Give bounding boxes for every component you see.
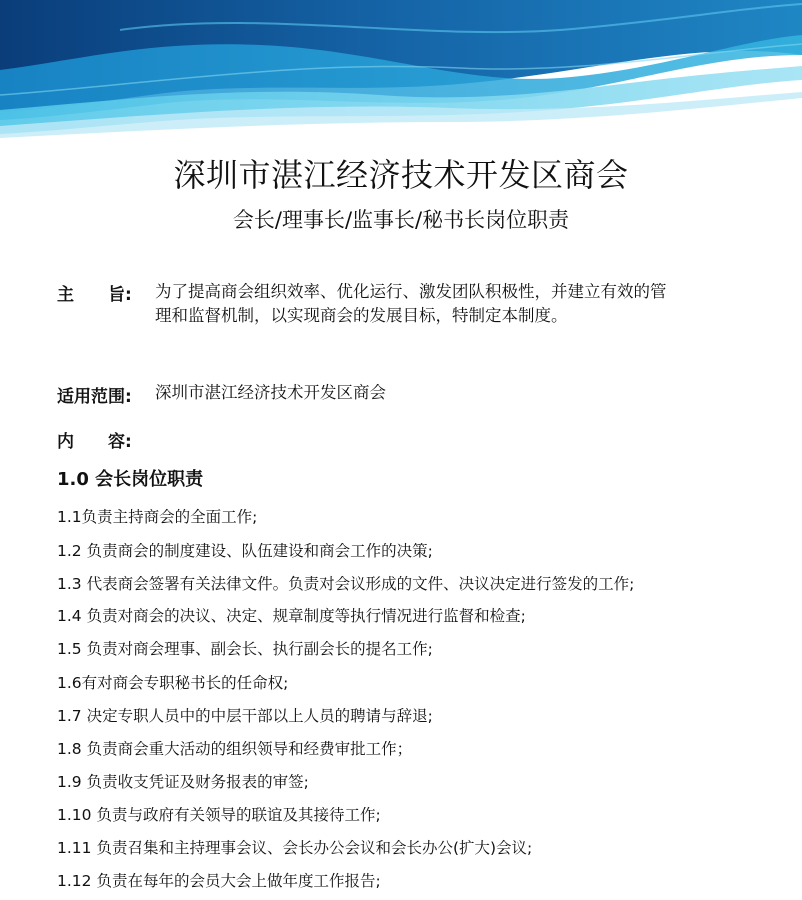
duty-item: 1.1负责主持商会的全面工作; [57, 508, 258, 526]
duty-item: 1.5 负责对商会理事、副会长、执行副会长的提名工作; [57, 640, 433, 658]
content-label: 内 容: [57, 432, 132, 452]
purpose-label: 主 旨: [57, 285, 132, 305]
document-subtitle: 会长/理事长/监事长/秘书长岗位职责 [232, 208, 570, 232]
duty-item: 1.7 决定专职人员中的中层干部以上人员的聘请与辞退; [57, 707, 433, 725]
duty-item: 1.2 负责商会的制度建设、队伍建设和商会工作的决策; [57, 542, 433, 560]
purpose-text-line-2: 理和监督机制，以实现商会的发展目标，特制定本制度。 [155, 306, 568, 325]
header-wave-banner [0, 0, 802, 140]
scope-text: 深圳市湛江经济技术开发区商会 [155, 383, 386, 402]
duty-item: 1.9 负责收支凭证及财务报表的审签; [57, 773, 309, 791]
duty-item: 1.4 负责对商会的决议、决定、规章制度等执行情况进行监督和检查; [57, 607, 526, 625]
section-heading: 1.0 会长岗位职责 [57, 469, 204, 490]
duty-item: 1.6有对商会专职秘书长的任命权; [57, 674, 289, 692]
duty-item: 1.8 负责商会重大活动的组织领导和经费审批工作； [57, 740, 413, 758]
duty-item: 1.3 代表商会签署有关法律文件。负责对会议形成的文件、决议决定进行签发的工作; [57, 575, 635, 593]
duty-item: 1.11 负责召集和主持理事会议、会长办公会议和会长办公(扩大)会议; [57, 839, 533, 857]
duty-item: 1.10 负责与政府有关领导的联谊及其接待工作; [57, 806, 381, 824]
scope-label: 适用范围: [57, 387, 132, 407]
document-title: 深圳市湛江经济技术开发区商会 [173, 156, 629, 194]
purpose-text-line-1: 为了提高商会组织效率、优化运行、激发团队积极性，并建立有效的管 [155, 282, 667, 301]
duty-item: 1.12 负责在每年的会员大会上做年度工作报告; [57, 872, 381, 890]
